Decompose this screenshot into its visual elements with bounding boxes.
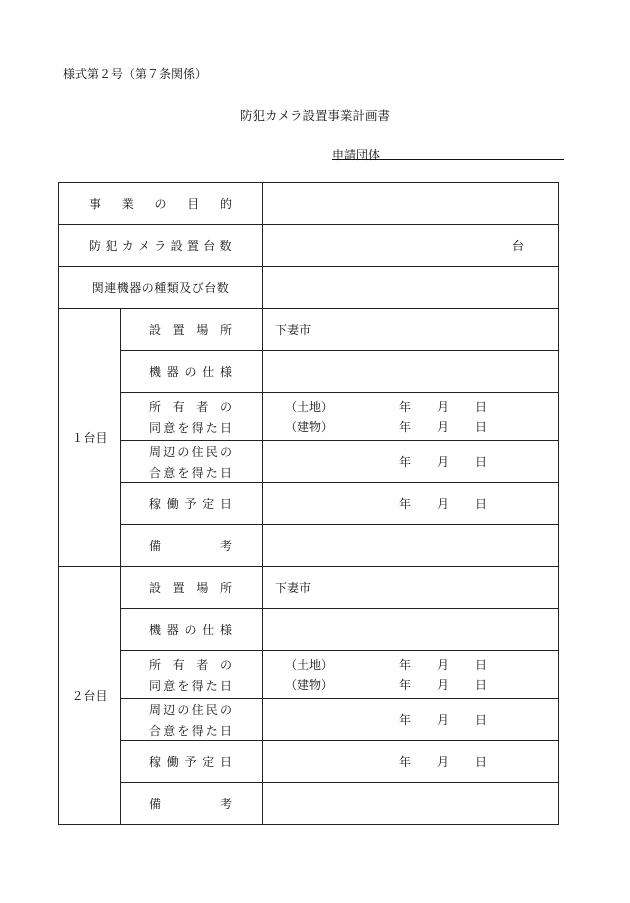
date-row: [263, 676, 558, 694]
location-value[interactable]: 下妻市: [263, 567, 559, 609]
date-month: 月: [437, 400, 450, 414]
related-equipment-label: 関連機器の種類及び台数: [59, 267, 263, 309]
owner-consent-label-2: 同 意 を 得 た 日: [149, 420, 232, 435]
date-year: 年: [399, 678, 412, 692]
resident-consent-label-1: 周 辺 の 住 民 の: [149, 702, 232, 717]
date-month: 月: [437, 420, 450, 434]
owner-consent-label-cell: [121, 651, 263, 699]
resident-consent-label-1: 周 辺 の 住 民 の: [149, 444, 232, 459]
owner-consent-value[interactable]: [263, 651, 559, 699]
spec-value[interactable]: [263, 351, 559, 393]
date-year: 年: [399, 713, 412, 727]
date-kind: （建物）: [285, 678, 334, 692]
remarks-label-cell: [121, 525, 263, 567]
location-value[interactable]: 下妻市: [263, 309, 559, 351]
form-number: 様式第２号（第７条関係）: [63, 67, 208, 81]
date-row: [263, 656, 558, 674]
operation-label-cell: [121, 741, 263, 783]
unit-spec-row: [59, 351, 559, 393]
purpose-label: 事 業 の 目 的: [89, 197, 233, 211]
date-row: [263, 398, 558, 416]
applicant-field[interactable]: [332, 146, 564, 160]
spec-value[interactable]: [263, 609, 559, 651]
remarks-value[interactable]: [263, 525, 559, 567]
related-equipment-value[interactable]: [263, 267, 559, 309]
related-equipment-row: [59, 267, 559, 309]
unit-spec-row: [59, 609, 559, 651]
resident-consent-label-2: 合 意 を 得 た 日: [149, 465, 232, 480]
spec-label: 機 器 の 仕 様: [149, 365, 233, 379]
date-row: [263, 495, 558, 513]
remarks-label: 備 考: [149, 539, 233, 553]
unit-location-row: [59, 309, 559, 351]
date-day: 日: [475, 658, 488, 672]
document-title: 防犯カメラ設置事業計画書: [239, 108, 390, 123]
date-kind: （土地）: [285, 400, 334, 414]
resident-consent-value[interactable]: [263, 699, 559, 741]
unit-remarks-row: [59, 525, 559, 567]
operation-label: 稼 働 予 定 日: [149, 755, 233, 769]
operation-label: 稼 働 予 定 日: [149, 497, 233, 511]
camera-count-label: 防 犯 カ メ ラ 設 置 台 数: [89, 239, 233, 253]
date-month: 月: [437, 678, 450, 692]
date-month: 月: [437, 713, 450, 727]
date-kind: （建物）: [285, 420, 334, 434]
date-year: 年: [399, 400, 412, 414]
date-day: 日: [475, 497, 488, 511]
date-day: 日: [475, 755, 488, 769]
date-year: 年: [399, 755, 412, 769]
unit-owner-consent-row: [59, 651, 559, 699]
spec-label-cell: [121, 351, 263, 393]
location-label-cell: [121, 309, 263, 351]
date-day: 日: [475, 678, 488, 692]
remarks-label-cell: [121, 783, 263, 825]
date-day: 日: [475, 713, 488, 727]
owner-consent-label-1: 所 有 者 の: [149, 657, 232, 672]
date-year: 年: [399, 497, 412, 511]
unit-resident-consent-row: [59, 441, 559, 483]
purpose-label-cell: [59, 183, 263, 225]
unit-location-row: [59, 567, 559, 609]
unit-owner-consent-row: [59, 393, 559, 441]
unit-remarks-row: [59, 783, 559, 825]
purpose-value[interactable]: [263, 183, 559, 225]
remarks-label: 備 考: [149, 797, 233, 811]
location-label: 設 置 場 所: [149, 581, 232, 595]
date-month: 月: [437, 497, 450, 511]
resident-consent-label-2: 合 意 を 得 た 日: [149, 723, 232, 738]
date-day: 日: [475, 420, 488, 434]
date-row: [263, 453, 558, 471]
date-kind: （土地）: [285, 658, 334, 672]
resident-consent-label-cell: [121, 699, 263, 741]
date-month: 月: [437, 658, 450, 672]
unit-label: ２台目: [59, 567, 121, 825]
camera-count-unit: 台: [512, 239, 525, 253]
unit-resident-consent-row: [59, 699, 559, 741]
location-label-cell: [121, 567, 263, 609]
date-day: 日: [475, 400, 488, 414]
spec-label-cell: [121, 609, 263, 651]
resident-consent-label-cell: [121, 441, 263, 483]
camera-count-value[interactable]: [263, 225, 559, 267]
owner-consent-label-1: 所 有 者 の: [149, 399, 232, 414]
date-month: 月: [437, 455, 450, 469]
owner-consent-label-cell: [121, 393, 263, 441]
date-year: 年: [399, 420, 412, 434]
date-year: 年: [399, 455, 412, 469]
location-label: 設 置 場 所: [149, 323, 232, 337]
operation-value[interactable]: [263, 483, 559, 525]
unit-label: １台目: [59, 309, 121, 567]
purpose-row: [59, 183, 559, 225]
remarks-value[interactable]: [263, 783, 559, 825]
date-row: [263, 753, 558, 771]
plan-table: [58, 182, 559, 825]
applicant-label: 申請団体: [332, 148, 381, 162]
camera-count-row: [59, 225, 559, 267]
owner-consent-label-2: 同 意 を 得 た 日: [149, 678, 232, 693]
owner-consent-value[interactable]: [263, 393, 559, 441]
spec-label: 機 器 の 仕 様: [149, 623, 233, 637]
unit-operation-row: [59, 483, 559, 525]
resident-consent-value[interactable]: [263, 441, 559, 483]
date-row: [263, 711, 558, 729]
date-month: 月: [437, 755, 450, 769]
date-row: [263, 418, 558, 436]
unit-operation-row: [59, 741, 559, 783]
camera-count-label-cell: [59, 225, 263, 267]
operation-label-cell: [121, 483, 263, 525]
operation-value[interactable]: [263, 741, 559, 783]
date-day: 日: [475, 455, 488, 469]
date-year: 年: [399, 658, 412, 672]
